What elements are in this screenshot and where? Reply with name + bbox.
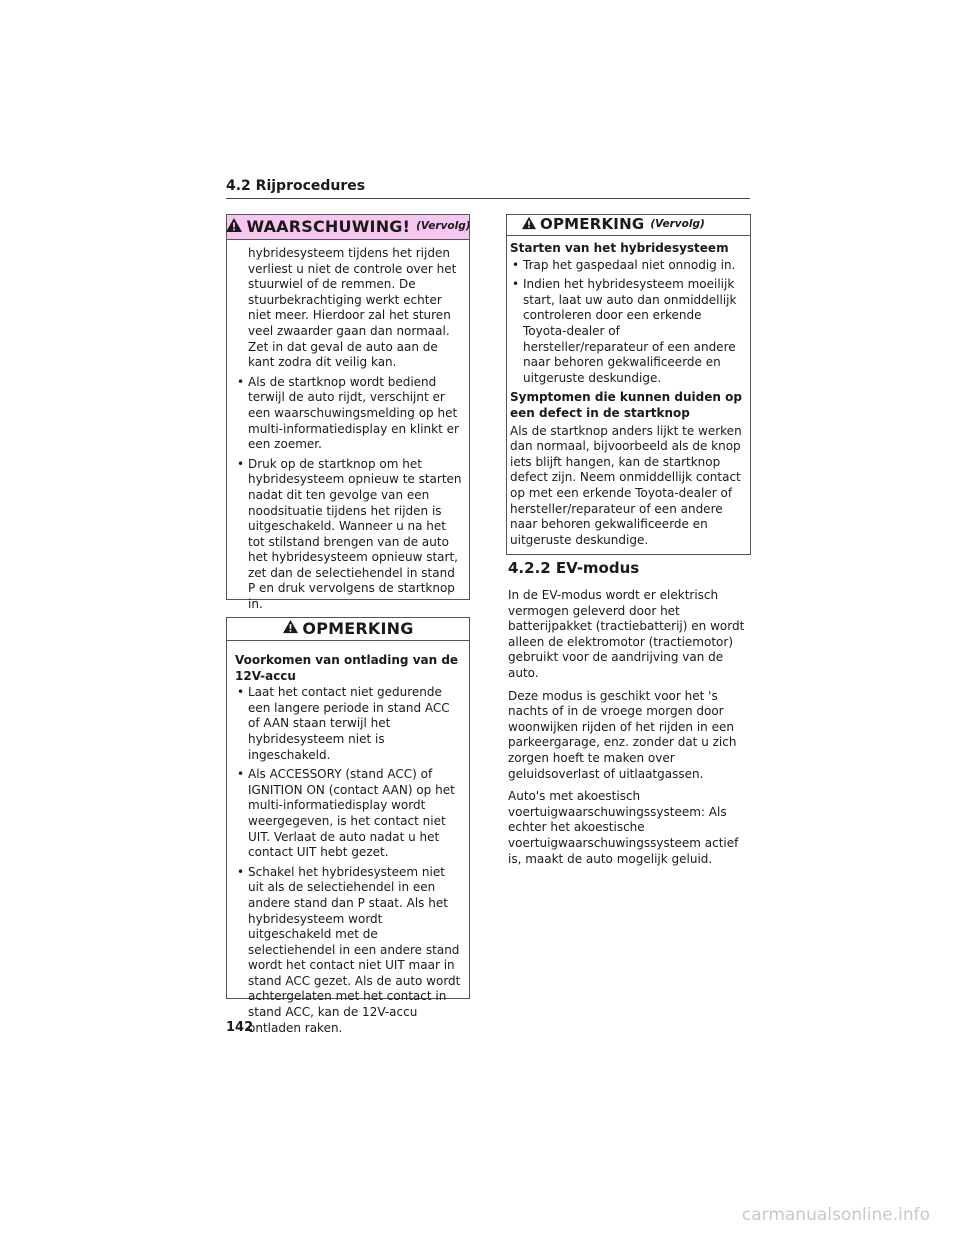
- note-box-right-header: [507, 215, 750, 236]
- hazard-triangle-icon: [225, 217, 243, 238]
- list-item: • Druk op de startknop om het hybridesysteem opnieuw te starten nadat dit ten gevolge van een noodsituatie tijdens het rijden is uitgeschakeld. Wanneer u na het tot stilstand brengen van de auto het hybridesysteem opnieuw start, zet dan de selectiehendel in stand P en druk vervolgens de startknop in.: [235, 457, 463, 613]
- paragraph: In de EV-modus wordt er elektrisch vermogen geleverd door het batterijpakket (tractiebatterij) en wordt alleen de elektromotor (tractiemotor) gebruikt voor de aandrijving van de auto.: [508, 588, 745, 680]
- warning-continued-label: (Vervolg): [416, 220, 471, 233]
- paragraph: Deze modus is geschikt voor het 's nachts of in de vroege morgen door woonwijken rijden of het rijden in een parkeergarage, enz. zonder dat u zich zorgen hoeft te maken over geluidsoverlast of uitlaatgassen.: [508, 688, 737, 781]
- note-subheading: Starten van het hybridesysteem: [510, 241, 729, 255]
- paragraph: Auto's met akoestisch voertuigwaarschuwingssysteem: Als echter het akoestische voertuigwaarschuwingssysteem actief is, maakt de auto mogelijk geluid.: [508, 789, 739, 866]
- note-bullet-list: [235, 685, 463, 1036]
- ev-section-heading: 4.2.2 EV-modus: [508, 559, 640, 577]
- warning-bullet-list: [235, 375, 463, 613]
- note-subheading: Symptomen die kunnen duiden op een defect in de startknop: [510, 390, 742, 420]
- note-box-left-header: [227, 618, 469, 641]
- note-continued-label: (Vervolg): [650, 218, 705, 231]
- note-paragraph: Als de startknop anders lijkt te werken dan normaal, bijvoorbeeld als de knop iets blijft hangen, kan de startknop defect zijn. Neem onmiddellijk contact op met een erkende Toyota-dealer of hersteller/reparateur of een andere naar behoren gekwalificeerde en uitgeruste deskundige.: [510, 423, 742, 547]
- warning-title: WAARSCHUWING!: [246, 217, 411, 237]
- section-header: 4.2 Rijprocedures: [226, 178, 750, 199]
- hazard-triangle-icon: [282, 619, 299, 639]
- note-subheading: Voorkomen van ontlading van de 12V-accu: [235, 653, 459, 683]
- list-item: • Indien het hybridesysteem moeilijk start, laat uw auto dan onmiddellijk controleren door een erkende Toyota-dealer of hersteller/reparateur of een andere naar behoren gekwalificeerde en uitgeruste deskundige.: [510, 277, 746, 386]
- watermark: carmanualsonline.info: [741, 1205, 930, 1225]
- list-item: • Schakel het hybridesysteem niet uit als de selectiehendel in een andere stand dan P staat. Als het hybridesysteem wordt uitgeschakeld met de selectiehendel in een andere stand wordt het contact niet UIT maar in stand ACC gezet. Als de auto wordt achtergelaten met het contact in stand ACC, kan de 12V-accu ontladen raken.: [235, 865, 463, 1037]
- list-item: • Als ACCESSORY (stand ACC) of IGNITION ON (contact AAN) op het multi-informatiedisplay wordt weergegeven, is het contact niet UIT. Verlaat de auto nadat u het contact UIT hebt gezet.: [235, 767, 463, 861]
- warning-box: [226, 214, 471, 612]
- note-box-right: [506, 214, 751, 555]
- list-item: • Laat het contact niet gedurende een langere periode in stand ACC of AAN staan terwijl het hybridesysteem niet is ingeschakeld.: [235, 685, 463, 763]
- warning-box-body: [227, 240, 469, 625]
- note-bullet-list: [510, 258, 746, 387]
- note-box-left-body: [227, 641, 469, 1048]
- note-box-right-body: [507, 236, 750, 557]
- note-title: OPMERKING: [302, 619, 414, 639]
- list-item: • Trap het gaspedaal niet onnodig in.: [510, 258, 746, 274]
- ev-section-body: [508, 588, 752, 874]
- note-title: OPMERKING: [540, 215, 645, 234]
- warning-lead-text: hybridesysteem tijdens het rijden verliest u niet de controle over het stuurwiel of de remmen. De stuurbekrachtiging werkt echter niet meer. Hierdoor zal het sturen veel zwaarder gaan dan normaal. Zet in dat geval de auto aan de kant zodra dit veilig kan.: [248, 246, 457, 370]
- hazard-triangle-icon: [521, 216, 537, 235]
- list-item: • Als de startknop wordt bediend terwijl de auto rijdt, verschijnt er een waarschuwingsmelding op het multi-informatiedisplay en klinkt er een zoemer.: [235, 375, 463, 453]
- page-number: 142: [226, 1020, 254, 1035]
- warning-box-header: [227, 215, 469, 240]
